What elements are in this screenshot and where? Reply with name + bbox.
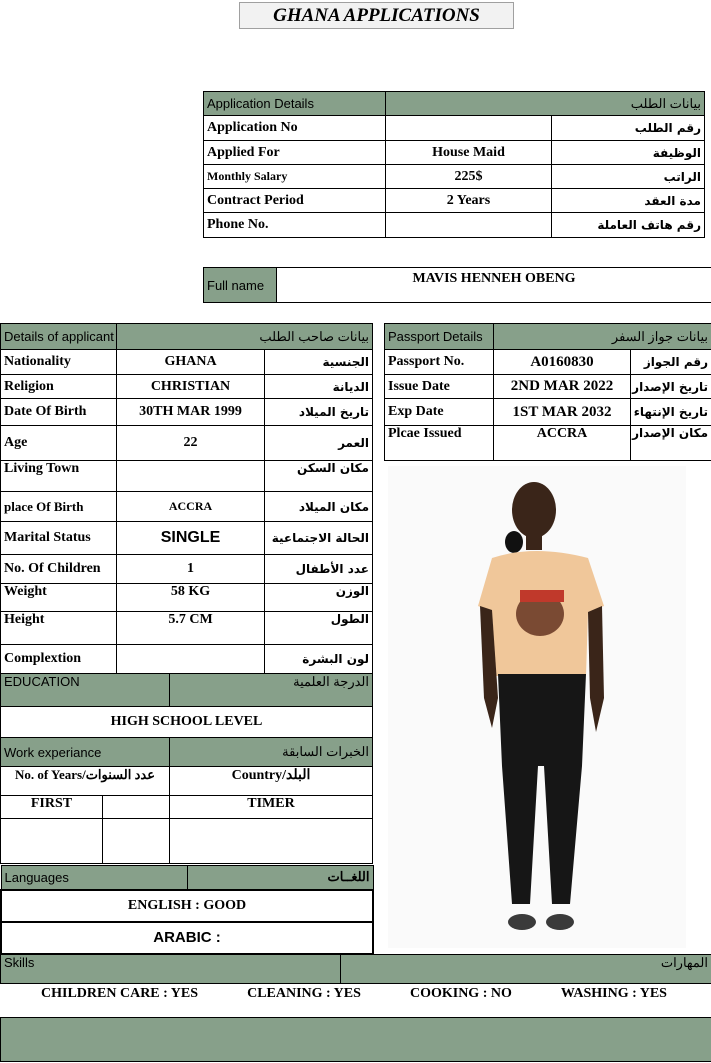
row-value: A0160830 (494, 350, 631, 375)
row-value (386, 116, 552, 141)
row-value: ACCRA (117, 492, 265, 522)
row-value: CHRISTIAN (117, 375, 265, 399)
row-value: 225$ (386, 165, 552, 189)
row-label-ar: الجنسية (265, 350, 373, 375)
row-label-ar: الديانة (265, 375, 373, 399)
row-value: 1ST MAR 2032 (494, 399, 631, 426)
row-value: ACCRA (494, 426, 631, 461)
row-label: Nationality (1, 350, 117, 375)
row-label: Contract Period (204, 189, 386, 213)
row-label-ar: الطول (265, 612, 373, 645)
work-header-en: Work experiance (1, 738, 170, 767)
row-label-ar: تاريخ الإصدار (631, 375, 711, 399)
skill-item: CHILDREN CARE : YES (41, 986, 199, 1001)
row-label: Living Town (1, 461, 117, 492)
row-label-ar: مكان الميلاد (265, 492, 373, 522)
skill-item: WASHING : YES (560, 986, 667, 1001)
work-blank-cell (170, 819, 373, 864)
education-header-en: EDUCATION (1, 674, 170, 707)
applicant-photo (388, 466, 686, 948)
fullname-value: MAVIS HENNEH OBENG (277, 268, 711, 303)
row-label: Issue Date (385, 375, 494, 399)
work-col-country: Country/البلد (170, 767, 373, 796)
row-label-ar: الراتب (552, 165, 705, 189)
row-label: Plcae Issued (385, 426, 494, 461)
row-label-ar: مكان الإصدار (631, 426, 711, 461)
skill-item: COOKING : NO (409, 986, 512, 1001)
row-label-ar: رقم الجواز (631, 350, 711, 375)
row-label: Passport No. (385, 350, 494, 375)
application-details-table (203, 91, 705, 238)
row-label-ar: تاريخ الميلاد (265, 399, 373, 426)
row-value: 58 KG (117, 584, 265, 612)
row-label-ar: رقم الطلب (552, 116, 705, 141)
row-label: No. Of Children (1, 555, 117, 584)
language-english: ENGLISH : GOOD (1, 890, 373, 922)
skills-table (0, 954, 711, 1062)
languages-header-en: Languages (1, 866, 187, 890)
page-title: GHANA APPLICATIONS (239, 2, 514, 29)
skills-footer-bar (1, 1018, 711, 1062)
row-label-ar: مدة العقد (552, 189, 705, 213)
row-label: Marital Status (1, 522, 117, 555)
row-label-ar: لون البشرة (265, 645, 373, 674)
passport-header-ar: بيانات جواز السفر (494, 324, 711, 350)
row-label-ar: العمر (265, 426, 373, 461)
row-label: Monthly Salary (204, 165, 386, 189)
row-value: 30TH MAR 1999 (117, 399, 265, 426)
row-label: Exp Date (385, 399, 494, 426)
work-experience-table (0, 737, 373, 864)
work-col-years: No. of Years/عدد السنوات (1, 767, 170, 796)
row-value: House Maid (386, 141, 552, 165)
fullname-label: Full name (204, 268, 277, 303)
applicant-header-ar: بيانات صاحب الطلب (117, 324, 373, 350)
row-label: Weight (1, 584, 117, 612)
skills-list (1, 984, 711, 1002)
row-value: 1 (117, 555, 265, 584)
row-label: Complextion (1, 645, 117, 674)
application-header-en: Application Details (204, 92, 386, 116)
work-blank-cell (1, 819, 103, 864)
skill-item: CLEANING : YES (247, 986, 361, 1001)
education-value: HIGH SCHOOL LEVEL (1, 707, 373, 738)
language-arabic: ARABIC : (1, 922, 373, 954)
row-label: Phone No. (204, 213, 386, 238)
row-value: 22 (117, 426, 265, 461)
row-label-ar: عدد الأطفال (265, 555, 373, 584)
row-label-ar: الوظيفة (552, 141, 705, 165)
row-value: 2 Years (386, 189, 552, 213)
row-label-ar: تاريخ الإنتهاء (631, 399, 711, 426)
work-first-years (103, 796, 170, 819)
applicant-details-table (0, 323, 373, 674)
application-header-ar: بيانات الطلب (386, 92, 705, 116)
work-first-country: TIMER (170, 796, 373, 819)
row-label: Date Of Birth (1, 399, 117, 426)
row-label: place Of Birth (1, 492, 117, 522)
languages-header-ar: اللغــات (187, 866, 373, 890)
row-label: Applied For (204, 141, 386, 165)
work-first-label: FIRST (1, 796, 103, 819)
row-value: 5.7 CM (117, 612, 265, 645)
row-label: Age (1, 426, 117, 461)
work-blank-cell (103, 819, 170, 864)
row-value: GHANA (117, 350, 265, 375)
row-label-ar: رقم هاتف العاملة (552, 213, 705, 238)
languages-table (0, 865, 374, 955)
work-header-ar: الخبرات السابقة (170, 738, 373, 767)
row-label: Application No (204, 116, 386, 141)
row-value (386, 213, 552, 238)
person-figure-icon (388, 466, 686, 948)
passport-header-en: Passport Details (385, 324, 494, 350)
row-label-ar: الوزن (265, 584, 373, 612)
passport-details-table (384, 323, 711, 461)
applicant-header-en: Details of applicant (1, 324, 117, 350)
row-label-ar: مكان السكن (265, 461, 373, 492)
education-header-ar: الدرجة العلمية (170, 674, 373, 707)
education-table (0, 673, 373, 738)
row-value (117, 461, 265, 492)
fullname-table (203, 267, 711, 303)
row-label: Height (1, 612, 117, 645)
row-value (117, 645, 265, 674)
skills-header-ar: المهارات (341, 955, 711, 984)
row-label: Religion (1, 375, 117, 399)
row-label-ar: الحالة الاجتماعية (265, 522, 373, 555)
row-value: SINGLE (117, 522, 265, 555)
row-value: 2ND MAR 2022 (494, 375, 631, 399)
skills-header-en: Skills (1, 955, 341, 984)
